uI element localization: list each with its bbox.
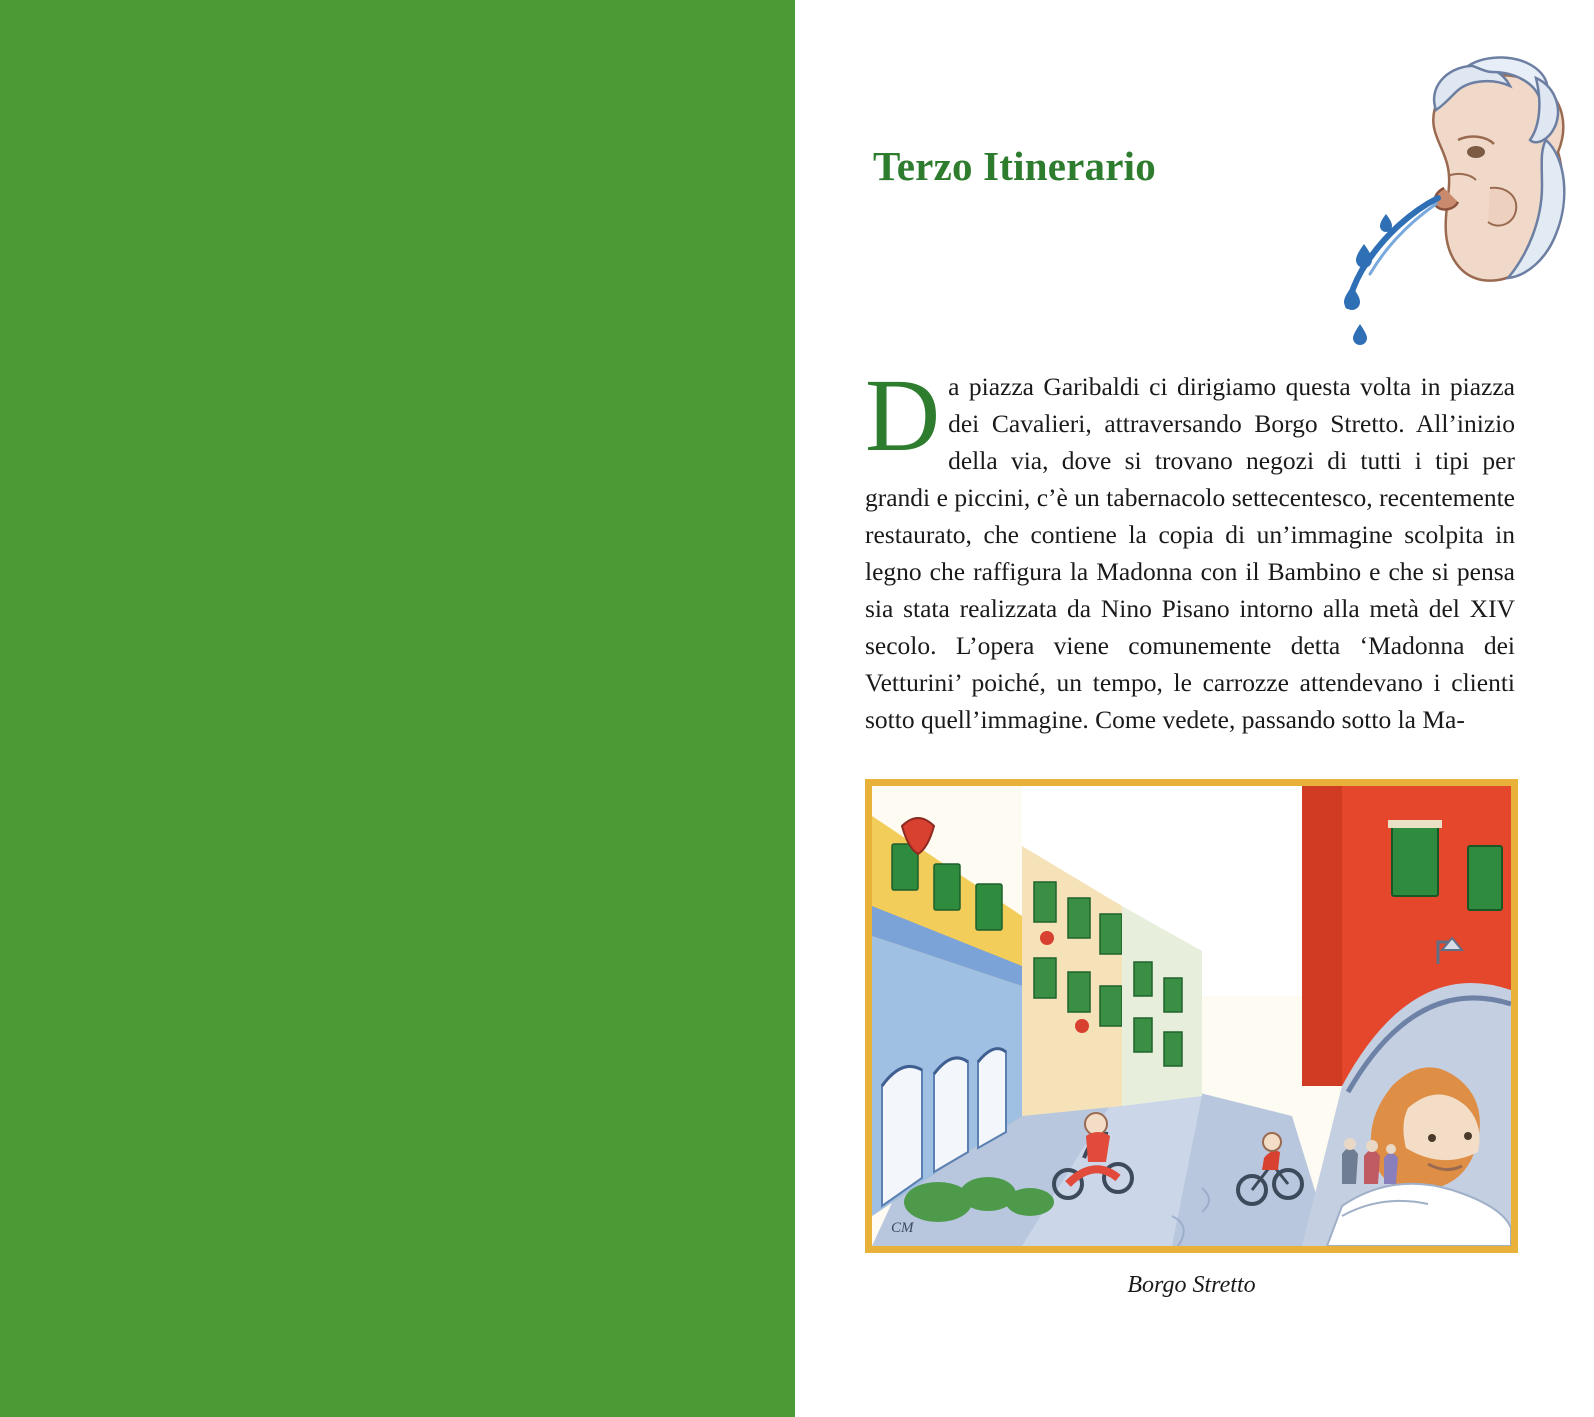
illustration-artwork (872, 786, 1511, 1246)
mascaron-fountain-icon (1340, 48, 1570, 368)
drop-cap: D (865, 358, 941, 473)
page-title: Terzo Itinerario (873, 143, 1156, 189)
illustration-caption: Borgo Stretto (1127, 1272, 1256, 1298)
body-paragraph (865, 358, 1515, 738)
paragraph-text: a piazza Garibaldi ci dirigiamo questa volta in piazza dei Cavalieri, attraversando Borgo Stretto. All’inizio della via, dove si trovano negozi di tutti i tipi per grandi e piccini, c’è un tabernacolo settecentesco, recentemente restaurato, che contiene la copia di un’immagine scolpita in legno che raffigura la Madonna con il Bambino e che si pensa sia stata realizzata da Nino Pisano intorno alla metà del XIV secolo. L’opera viene comunemente detta ‘Madonna dei Vetturini’ poiché, un tempo, le carrozze attendevano i clienti sotto quell’immagine. Come vedete, passando sotto la Ma- (865, 372, 1515, 734)
artist-signature: CM (891, 1220, 914, 1236)
left-green-panel (0, 0, 795, 1417)
illustration-borgo-stretto (865, 779, 1518, 1253)
right-text-page (795, 0, 1594, 1417)
